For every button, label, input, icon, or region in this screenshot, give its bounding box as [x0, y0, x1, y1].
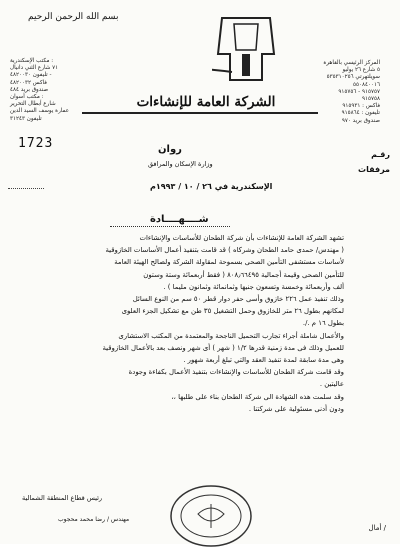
address-line: ٥٥٠٨٤٠٠١٦: [352, 81, 380, 88]
address-line: صندوق بريد ٩٧٠: [341, 117, 380, 124]
body-line: ودون أدنى مسئولية على شركتنا .: [248, 404, 344, 413]
number-label: رقـم: [371, 150, 390, 159]
address-line: تليفون ٤٨٢٠٠٣٠ -: [10, 72, 52, 79]
date-dotted-line: [8, 188, 44, 189]
title-underline: [110, 226, 230, 227]
alexandria-address-block: [10, 58, 70, 123]
address-line: مكتب أسوان :: [10, 94, 44, 101]
body-line: لمكانهم بطول ٢٦ متر للخازوق وحمل التشغيل ٣٥ طن مع تشكيل الجزء العلوى: [121, 307, 344, 316]
address-line: سويلتهرتي ٥٣٥٣١٠٢٥٦: [326, 74, 380, 81]
notes-label: أمال /: [368, 524, 386, 532]
body-line: تشهد الشركة العامة للإنشاءات بأن شركة الطحان للأساسات والإنشاءات: [139, 234, 344, 242]
body-line: للعميل وذلك فى مدة زمنية قدرها ١/٢ ( شهر ) أى شهر ونصف بعد بالأعمال الخازوقية: [102, 343, 344, 352]
basmala-header: بسم الله الرحمن الرحيم: [28, 12, 119, 22]
signatory-title: رئيس قطاع المنطقة الشمالية: [22, 494, 103, 502]
body-line: وقد سلمت هذه الشهادة الى شركة الطحان بناء على طلبها ،،: [171, 392, 344, 401]
attachments-label: مرفقات: [358, 165, 390, 174]
body-line: بطول ١٦ م ./.: [302, 319, 344, 328]
body-line: عاليتين .: [319, 380, 344, 389]
company-logo: [212, 14, 280, 86]
address-line: ٩١٥٧٥٨: [361, 96, 380, 103]
official-seal: [166, 472, 256, 548]
address-line: صندوق بريد ٤٨٤: [10, 86, 49, 93]
body-line: وقد قامت شركة الطحان للأساسات والإنشاءات بتنفيذ الأعمال بكفاءة وجودة: [128, 368, 344, 377]
address-line: تليفون : ٩١٥٨٦٤: [341, 110, 380, 117]
header-divider: [82, 112, 318, 114]
ministry-line: وزارة الإسكان والمرافق: [148, 160, 213, 168]
address-line: ٥ شارع ٢٦ يوليو: [342, 67, 380, 74]
body-line: وذلك تنفيذ عمل ٢٢٦ خازوق وأسى حفر دوار قطر ٥٠ سم من النوع السائل: [132, 295, 344, 304]
body-line: والأعمال شاملة أجراء تجارب التحميل الناجحة والمعتمدة من المكتب الاستشارى: [118, 331, 344, 340]
signatory-name: مهندس / رضا محمد محجوب: [58, 516, 130, 523]
cairo-address-block: [300, 60, 380, 125]
document-date: الإسكندرية في ٢٦ / ١٠ / ١٩٩٣م: [150, 182, 273, 191]
certificate-title: شــــهــــادة: [150, 214, 209, 225]
address-line: شارع أبطال التحرير: [10, 101, 56, 108]
address-line: فاكس : ٩١٥٩٣١: [342, 103, 380, 110]
body-line: ألف وأربعمائة وخمسة وتسعون جنيها وثمانمائة وثمانون مليما ) .: [163, 282, 344, 291]
body-line: للتأمين الصحى وقيمة أجمالية ٨٠٨٫٦٦٤٩٥ ( فقط أربعمائة وستة وستون: [143, 270, 344, 279]
reference-number: 1723: [18, 136, 54, 151]
address-line: المركز الرئيسي بالقاهرة: [323, 60, 380, 66]
company-name: الشركة العامة للإنشاءات: [136, 94, 276, 110]
address-line: ٩١٥٧٥٧ - ٩١٥٧٥٦: [338, 88, 380, 95]
body-line: لأساسات مستشفى التأمين الصحى بسموحة لمقاولة الشركة ولصالح الهيئة العامة: [114, 258, 344, 267]
address-line: ٧١ شارع الثني دانيال: [10, 65, 59, 72]
body-line: وهى مدة سابقة لمدة تنفيذ العقد والتي تبلغ أربعة شهور .: [183, 356, 344, 365]
address-line: مكتب الإسكندرية :: [10, 58, 54, 64]
stamp-text: روان: [158, 144, 182, 155]
body-line: ( مهندس/ حمدى حامد الطحان وشركاه ) قد قامت بتنفيذ أعمال الأساسات الخازوقية: [105, 246, 344, 255]
address-line: تليفون ٣١٢٤٣: [10, 115, 42, 122]
address-line: عمارة يوسف السيد الدين: [10, 108, 70, 115]
address-line: فاكس ٤٨٢٠٠٣٢: [10, 79, 47, 86]
certificate-body: [22, 232, 344, 415]
